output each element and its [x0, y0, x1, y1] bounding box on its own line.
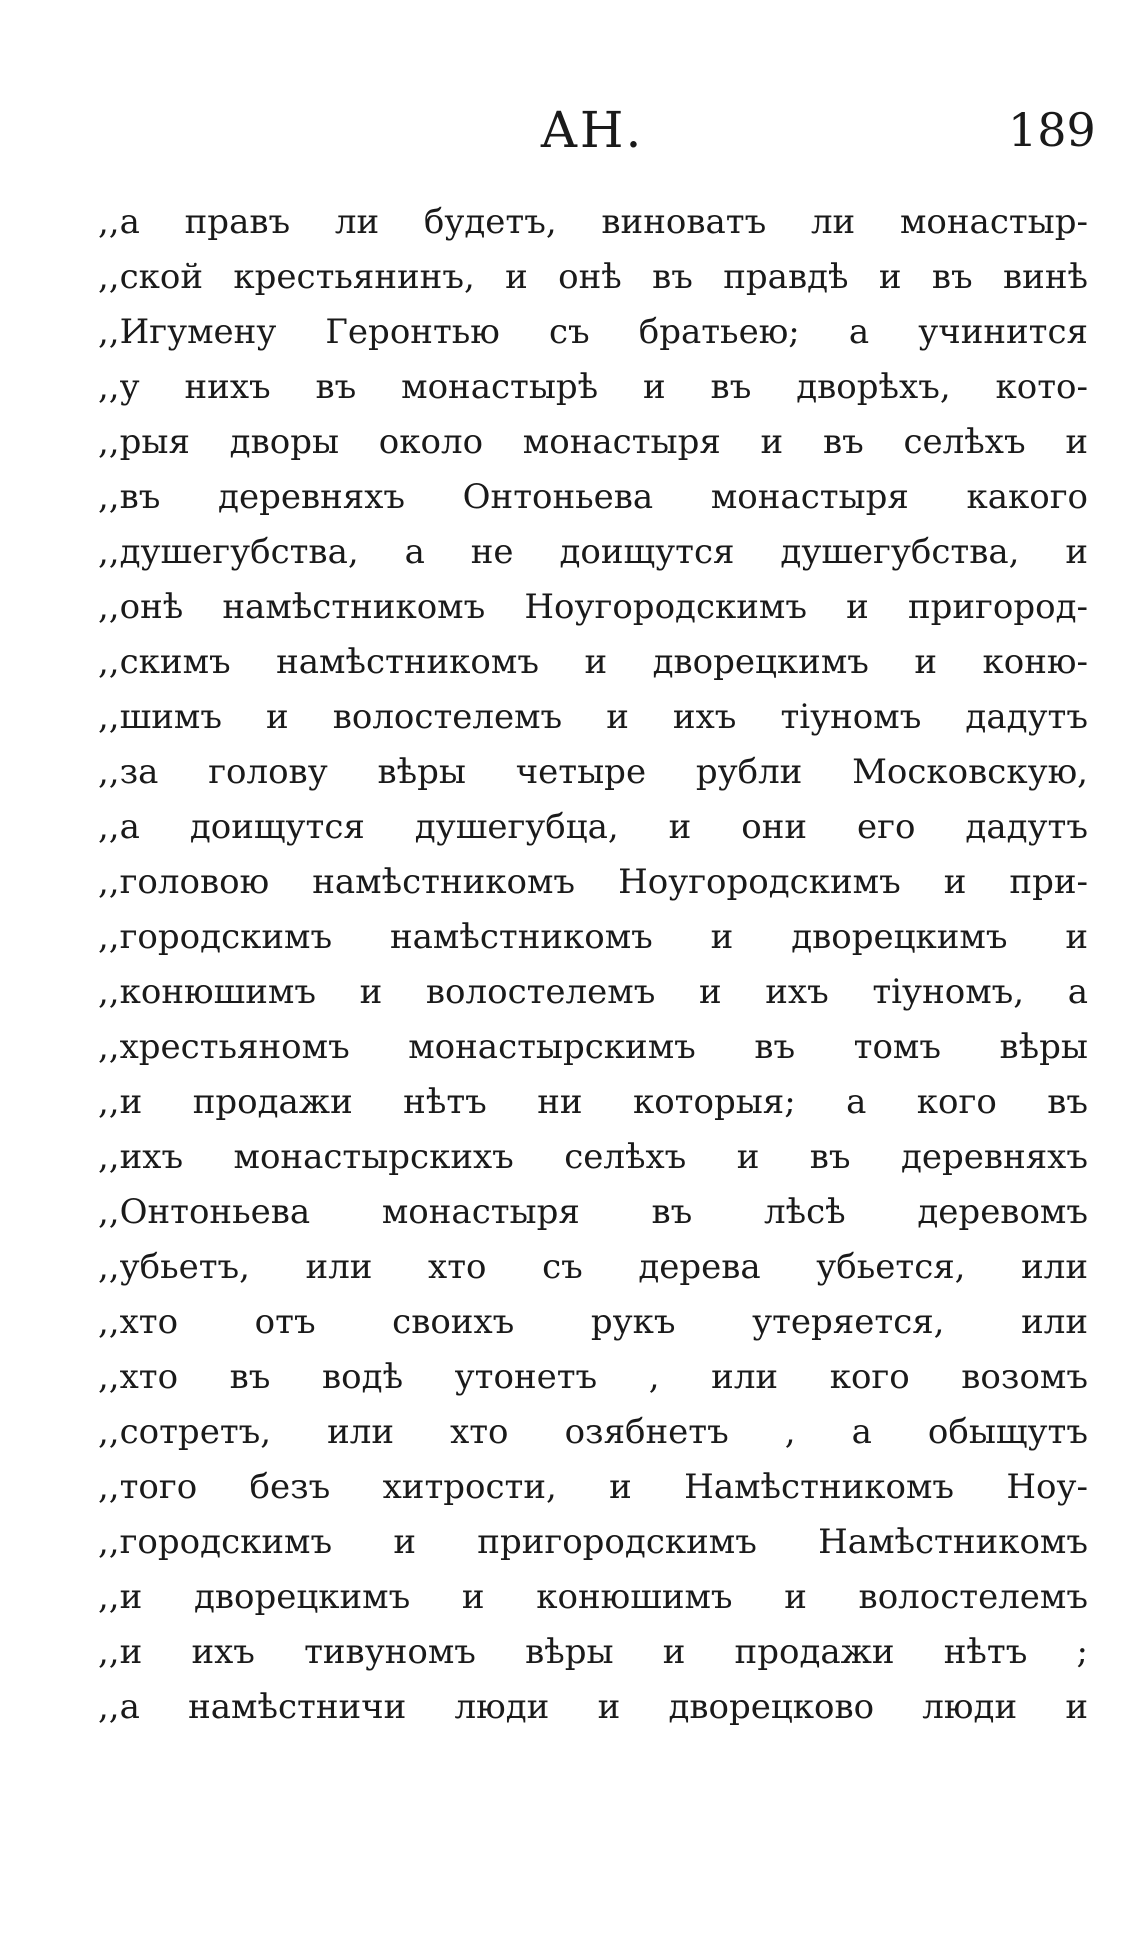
- text-line: ,,ской крестьянинъ, и онѣ въ правдѣ и въ винѣ: [98, 257, 1088, 297]
- text-line: ,,городскимъ и пригородскимъ Намѣстникомъ: [98, 1522, 1088, 1562]
- text-line: ,,хто въ водѣ утонетъ , или кого возомъ: [98, 1357, 1088, 1397]
- text-line: ,,и продажи нѣтъ ни которыя; а кого въ: [98, 1082, 1088, 1122]
- text-line: ,,головою намѣстникомъ Ноугородскимъ и при-: [98, 862, 1088, 902]
- running-head: АН.: [540, 101, 644, 159]
- text-line: ,,Онтоньева монастыря въ лѣсѣ деревомъ: [98, 1192, 1088, 1232]
- text-line: ,,ихъ монастырскихъ селѣхъ и въ деревняхъ: [98, 1137, 1088, 1177]
- page-header: [0, 95, 1140, 165]
- text-line: ,,рыя дворы около монастыря и въ селѣхъ и: [98, 422, 1088, 462]
- text-line: ,,скимъ намѣстникомъ и дворецкимъ и коню-: [98, 642, 1088, 682]
- text-line: ,,того безъ хитрости, и Намѣстникомъ Ноу-: [98, 1467, 1088, 1507]
- text-line: ,,конюшимъ и волостелемъ и ихъ тіуномъ, а: [98, 972, 1088, 1012]
- text-line: ,,въ деревняхъ Онтоньева монастыря какого: [98, 477, 1088, 517]
- text-line: ,,за голову вѣры четыре рубли Московскую,: [98, 752, 1088, 792]
- body-text: [98, 195, 1088, 1735]
- text-line: ,,убьетъ, или хто съ дерева убьется, или: [98, 1247, 1088, 1287]
- text-line: ,,и дворецкимъ и конюшимъ и волостелемъ: [98, 1577, 1088, 1617]
- text-line: ,,и ихъ тивуномъ вѣры и продажи нѣтъ ;: [98, 1632, 1088, 1672]
- text-line: ,,у нихъ въ монастырѣ и въ дворѣхъ, кото-: [98, 367, 1088, 407]
- text-line: ,,онѣ намѣстникомъ Ноугородскимъ и пригород-: [98, 587, 1088, 627]
- text-line: ,,сотретъ, или хто озябнетъ , а обыщутъ: [98, 1412, 1088, 1452]
- text-line: ,,а доищутся душегубца, и они его дадутъ: [98, 807, 1088, 847]
- text-line: ,,хто отъ своихъ рукъ утеряется, или: [98, 1302, 1088, 1342]
- text-line: ,,Игумену Геронтью съ братьею; а учинится: [98, 312, 1088, 352]
- text-line: ,,а намѣстничи люди и дворецково люди и: [98, 1687, 1088, 1727]
- text-line: ,,шимъ и волостелемъ и ихъ тіуномъ дадутъ: [98, 697, 1088, 737]
- text-line: ,,а правъ ли будетъ, виноватъ ли монастыр-: [98, 202, 1088, 242]
- text-line: ,,хрестьяномъ монастырскимъ въ томъ вѣры: [98, 1027, 1088, 1067]
- text-line: ,,душегубства, а не доищутся душегубства, и: [98, 532, 1088, 572]
- page-number: 189: [1008, 103, 1096, 157]
- text-line: ,,городскимъ намѣстникомъ и дворецкимъ и: [98, 917, 1088, 957]
